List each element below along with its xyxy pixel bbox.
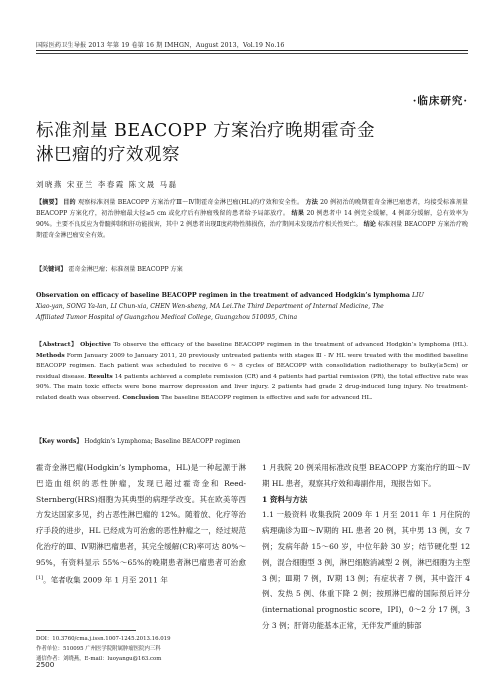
english-title-text: Observation on efficacy of baseline BEACOPP regimen in the treatment of advanced Hodgkin’s lymphoma: [36, 292, 410, 299]
body-left-text: 霍奇金淋巴瘤(Hodgkin’s lymphoma，HL)是一种起源于淋巴造血组织的恶性肿瘤，发现已超过霍奇金和 Reed-Sternberg(HRS)细胞为其典型的病理学改变。其在欧美等西方发达国家多见，约占恶性淋巴瘤的 12%。随着放、化疗等治疗手段的进步，HL 已经成为可治愈的恶性肿瘤之一，经过规范化治疗的Ⅲ、Ⅳ期淋巴瘤患者，其完全缓解(CR)率可达 80%～95%，有资料显示 55%～65%的晚期患者淋巴瘤患者可治愈: [36, 463, 246, 567]
title-line-1: 标准剂量 BEACOPP 方案治疗晚期霍奇金: [36, 121, 376, 141]
conclusion-en-text: The baseline BEACOPP regimen is effective and safe for advanced HL.: [161, 394, 373, 401]
keywords-cn: [36, 264, 468, 273]
results-en-label: Results: [88, 372, 113, 380]
header-rule-thick: [36, 50, 468, 51]
section-heading: 1 资料与方法: [262, 494, 308, 504]
results-text: 20 例患者中 14 例完全缓解，4 例部分缓解，总有效率为 90%。主要不良反应为骨髓抑制和肝功能损害，其中 2 例患者出现Ⅱ度药物性肺损伤，治疗期间未发现治疗相关性死亡。: [36, 210, 469, 229]
page-number: 2500: [36, 660, 55, 669]
conclusion-label: 结论: [363, 221, 376, 229]
methods-text: 20 例初治的晚期霍奇金淋巴瘤患者，均接受标准剂量 BEACOPP 方案化疗，初治肿瘤最大径≥5 cm 或化疗后有肿瘤残留的患者给予局部放疗。: [36, 199, 468, 218]
abstract-en-label: 【Abstract】: [36, 341, 78, 348]
body-right-intro: 1 月我院 20 例采用标准改良型 BEACOPP 方案治疗的Ⅲ～Ⅳ期 HL 患者，观察其疗效和毒副作用，现报告如下。: [262, 463, 470, 488]
objective-en-label: Objective: [80, 341, 111, 348]
subsection-heading: 1.1 一般资料: [262, 510, 308, 520]
footnote-unit: 作者单位：510095 广州医学院附属肿瘤医院内三科: [36, 646, 161, 652]
footnote-corresponding: 通信作者：刘晓燕，E-mail：luoyangu@163.com: [36, 656, 162, 662]
citation-ref: [1]: [36, 574, 44, 581]
title-line-2: 淋巴瘤的疗效观察: [36, 145, 180, 165]
keywords-en: [36, 436, 468, 445]
objective-en-text: To observe the efficacy of the baseline BEACOPP regimen in the treatment of advanced Hodgkin’s lymphoma (HL).: [113, 342, 469, 348]
running-head: 国际医药卫生导报 2013 年第 19 卷第 16 期 IMHGN，August 2013，Vol.19 No.16: [36, 42, 285, 49]
footnotes: [36, 634, 256, 664]
methods-en-label: Methods: [36, 351, 65, 359]
column-label: ·临床研究·: [412, 95, 468, 107]
abstract-en: [36, 340, 468, 403]
english-title: [36, 290, 468, 301]
keywords-en-label: 【Key words】: [36, 438, 83, 445]
body-left-tail: 。笔者收集 2009 年 1 月至 2011 年: [43, 575, 168, 585]
objective-text: 观察标准剂量 BEACOPP 方案治疗Ⅲ～Ⅳ期霍奇金淋巴瘤(HL)的疗效和安全性。: [77, 199, 304, 206]
conclusion-text: 标准剂量 BEACOPP 方案治疗晚期霍奇金淋巴瘤安全有效。: [36, 221, 469, 240]
english-affiliation: Affiliated Tumor Hospital of Guangzhou Medical College, Guangzhou 510095, China: [36, 314, 298, 321]
article-title: [36, 119, 476, 167]
body-column-left: [36, 460, 246, 588]
body-right-text: 收集我院 2009 年 1 月至 2011 年 1 月住院的病理确诊为Ⅲ～Ⅳ期的 HL 患者 20 例，其中男 13 例，女 7 例；发病年龄 15～60 岁，中位年龄 30 岁；结节硬化型 12 例，混合细胞型 3 例，淋巴细胞消减型 2 例，淋巴细胞为主型 3 例；Ⅲ期 7 例，Ⅳ期 13 例；有症状者 7 例，其中盗汗 4 例、发热 5 例、体重下降 2 例；按照淋巴瘤的国际预后评分(international prognostic score，IPI)，0～2 分 17 例，3 分 3 例；肝肾功能基本正常，无伴发严重的肺部: [262, 510, 471, 630]
conclusion-en-label: Conclusion: [122, 393, 160, 401]
body-column-right: [262, 460, 470, 634]
keywords-cn-text: 霍奇金淋巴瘤；标准剂量 BEACOPP 方案: [68, 266, 183, 273]
methods-label: 方法: [305, 199, 318, 206]
abstract-cn: [36, 197, 468, 241]
abstract-cn-label: 【摘要】: [36, 199, 62, 206]
methods-en-text: Form January 2009 to January 2011, 20 previously untreated patients with stages Ⅲ - Ⅳ HL were treated with the modified baseline BEACOPP regimen. Each patient was scheduled to receive 6 ~ 8 cycles of BEACOPP with consolidation radiotherapy to bulky(≥5cm) or residual disease.: [36, 352, 469, 380]
results-label: 结果: [291, 210, 305, 218]
footnote-rule: [36, 630, 136, 631]
english-authors: Xiao-yan, SONG Ya-lan, LI Chun-xia, CHEN Wen-sheng, MA Lei.The Third Department of Internal Medicine, The: [36, 303, 384, 310]
footnote-doi: DOI：10.3760/cma.j.issn.1007-1245.2013.16.019: [36, 636, 171, 642]
objective-label: 目的: [63, 199, 76, 206]
keywords-cn-label: 【关键词】: [36, 266, 67, 273]
english-title-author-tail: LIU: [411, 292, 424, 299]
header-rule-thin: [36, 53, 468, 54]
authors-cn: 刘晓燕 宋亚兰 李春霞 陈文晟 马磊: [36, 180, 178, 189]
results-en-text: 14 patients achieved a complete remission (CR) and 4 patients had partial remission (PR), the total effective rate was 90%. The main toxic effects were bone marrow depression and liver injury. 2 patients had grade 2 drug-induced lung injury. No treatment-related death was observed.: [36, 373, 469, 401]
keywords-en-text: Hodgkin’s Lymphoma; Baseline BEACOPP regimen: [84, 438, 241, 445]
